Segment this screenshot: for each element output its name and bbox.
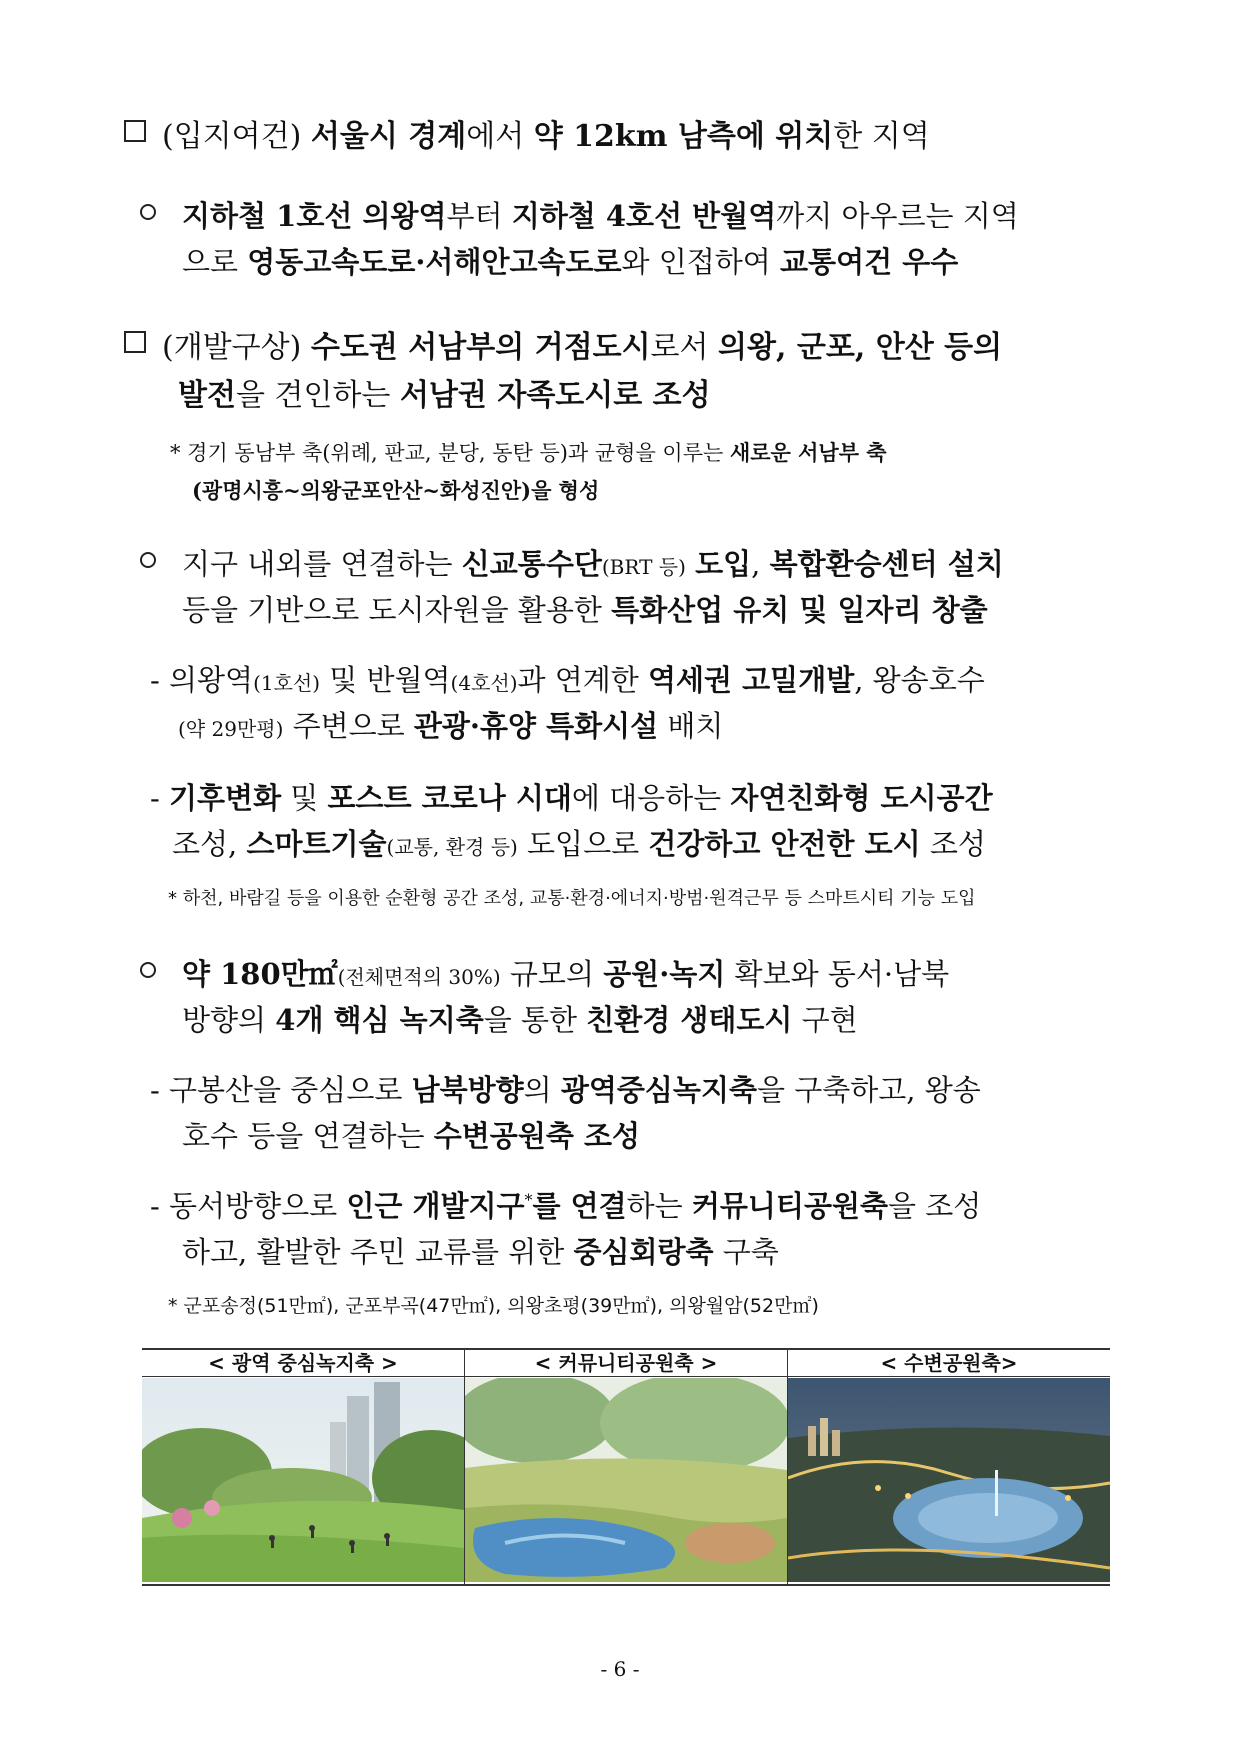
bullet-line: 방향의 4개 핵심 녹지축을 통한 친환경 생태도시 구현 (182, 1003, 858, 1037)
image-gallery (142, 1348, 1110, 1586)
section-marker-box (124, 331, 146, 353)
dash-item: 조성, 스마트기술(교통, 환경 등) 도입으로 건강하고 안전한 도시 조성 (172, 827, 986, 861)
footnote: (광명시흥~의왕군포안산~화성진안)을 형성 (192, 478, 600, 503)
dash-item: 호수 등을 연결하는 수변공원축 조성 (182, 1119, 640, 1153)
footnote: * 경기 동남부 축(위례, 판교, 분당, 동탄 등)과 균형을 이루는 새로운 서남부 축 (170, 440, 887, 465)
bullet-line: 약 180만㎡(전체면적의 30%) 규모의 공원·녹지 확보와 동서·남북 (182, 957, 950, 991)
footnote: * 하천, 바람길 등을 이용한 순환형 공간 조성, 교통·환경·에너지·방범·원격근무 등 스마트시티 기능 도입 (168, 888, 976, 909)
section-heading-plan: (개발구상) 수도권 서남부의 거점도시로서 의왕, 군포, 안산 등의 (162, 330, 1003, 365)
waterfront-park-axis-image (788, 1378, 1110, 1582)
section-heading-plan-cont: 발전을 견인하는 서남권 자족도시로 조성 (178, 378, 711, 413)
footnote: * 군포송정(51만㎡), 군포부곡(47만㎡), 의왕초평(39만㎡), 의왕월암(52만㎡) (168, 1295, 819, 1317)
section-heading-location: (입지여건) 서울시 경계에서 약 12km 남측에 위치한 지역 (162, 119, 930, 154)
dash-item: - 동서방향으로 인근 개발지구*를 연결하는 커뮤니티공원축을 조성 (150, 1189, 982, 1223)
caption-community-park-axis: < 커뮤니티공원축 > (534, 1351, 718, 1375)
dash-item: - 기후변화 및 포스트 코로나 시대에 대응하는 자연친화형 도시공간 (150, 781, 993, 815)
dash-item: (약 29만평) 주변으로 관광·휴양 특화시설 배치 (178, 709, 724, 743)
bullet-line: 지하철 1호선 의왕역부터 지하철 4호선 반월역까지 아우르는 지역 (182, 199, 1019, 233)
community-park-axis-image (465, 1378, 787, 1582)
bullet-line: 등을 기반으로 도시자원을 활용한 특화산업 유치 및 일자리 창출 (182, 593, 988, 627)
bullet-circle (140, 552, 156, 568)
caption-waterfront-park-axis: < 수변공원축> (880, 1351, 1018, 1375)
regional-green-axis-image (142, 1378, 464, 1582)
bullet-circle (140, 204, 156, 220)
page-number: - 6 - (600, 1657, 640, 1681)
bullet-line: 으로 영동고속도로·서해안고속도로와 인접하여 교통여건 우수 (182, 245, 959, 279)
bullet-line: 지구 내외를 연결하는 신교통수단(BRT 등) 도입, 복합환승센터 설치 (182, 547, 1004, 581)
bullet-circle (140, 962, 156, 978)
dash-item: - 의왕역(1호선) 및 반월역(4호선)과 연계한 역세권 고밀개발, 왕송호수 (150, 663, 985, 697)
dash-item: - 구봉산을 중심으로 남북방향의 광역중심녹지축을 구축하고, 왕송 (150, 1073, 981, 1107)
caption-regional-green-axis: < 광역 중심녹지축 > (208, 1351, 398, 1375)
dash-item: 하고, 활발한 주민 교류를 위한 중심회랑축 구축 (182, 1235, 779, 1269)
section-marker-box (124, 120, 146, 142)
